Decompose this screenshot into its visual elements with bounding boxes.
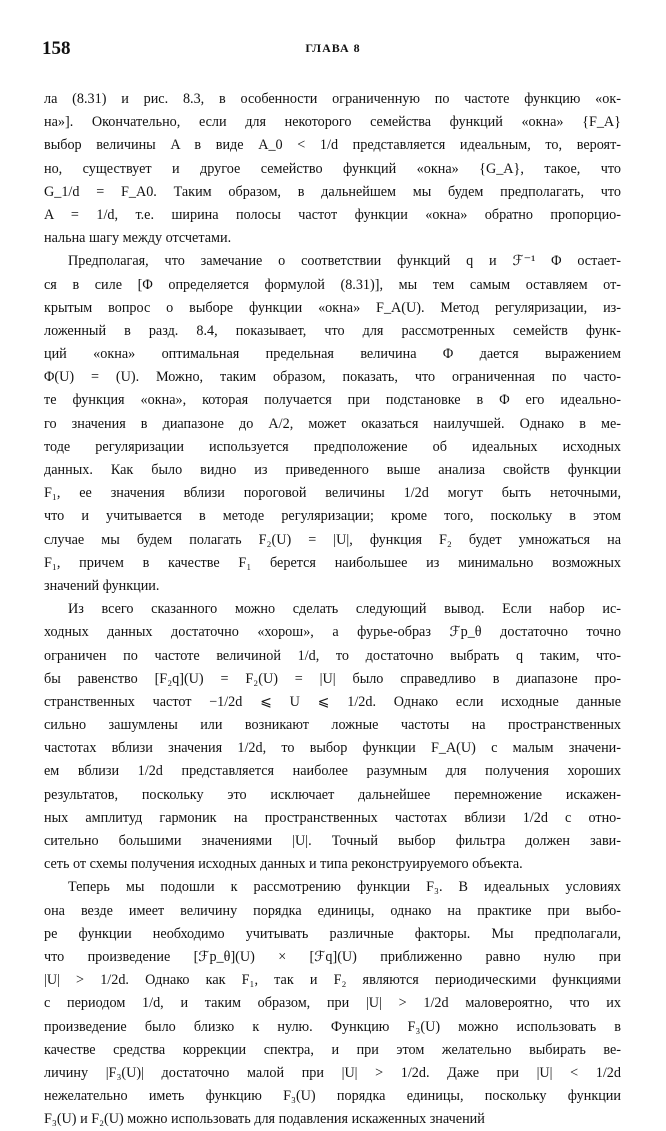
text-line: ций «окна» оптимальная предельная величина Φ дается выражением	[44, 346, 621, 363]
text-line: данных. Как было видно из приведенного выше анализа свойств функции	[44, 462, 621, 478]
body-text	[44, 88, 621, 1131]
text-line: что произведение [ℱp_θ](U) × [ℱq](U) приближенно равно нулю при	[44, 948, 621, 965]
text-line: F₁, ее значения вблизи пороговой величины 1/2d могут быть неточными,	[44, 485, 621, 502]
text-line: ложенный в разд. 8.4, показывает, что для рассмотренных семейств функ-	[44, 322, 621, 339]
text-line: ре функции необходимо учитывать различные факторы. Мы предполагали,	[44, 925, 621, 942]
text-line: Φ(U) = (U). Можно, таким образом, показать, что ограниченная по часто-	[44, 369, 621, 386]
text-line: тоде регуляризации используется предположение об идеальных исходных	[44, 438, 621, 455]
page-number: 158	[42, 38, 71, 59]
text-line: странственных частот −1/2d ⩽ U ⩽ 1/2d. Однако если исходные данные	[44, 693, 621, 710]
text-line: на»]. Окончательно, если для некоторого семейства функций «окна» {F_A}	[44, 114, 621, 131]
running-head: ГЛАВА 8	[305, 41, 361, 55]
text-line: что и учитывается в методе регуляризации; кроме того, поскольку в этом	[44, 508, 621, 525]
text-line: ся в силе [Φ определяется формулой (8.31)], мы тем самым оставляем от-	[44, 276, 621, 293]
text-line: Предполагая, что замечание о соответствии функций q и ℱ⁻¹ Φ остает-	[68, 253, 621, 270]
text-line: ла (8.31) и рис. 8.3, в особенности ограниченную по частоте функцию «ок-	[44, 91, 621, 107]
text-line: ходных данных достаточно «хорош», а фурье-образ ℱp_θ достаточно точно	[44, 624, 621, 641]
text-line: с периодом 1/d, и таким образом, при |U| > 1/2d маловероятно, что их	[44, 995, 621, 1012]
text-line: выбор величины A в виде A_0 < 1/d представляется идеальным, то, вероят-	[44, 137, 621, 154]
text-line: значений функции.	[44, 577, 160, 594]
text-line: крытым вопрос о выборе функции «окна» F_A(U). Метод регуляризации, из-	[44, 299, 621, 316]
text-line: Из всего сказанного можно сделать следующий вывод. Если набор ис-	[68, 601, 621, 618]
text-line: те функция «окна», которая получается при подстановке в Φ его идеально-	[44, 392, 621, 409]
text-line: ем вблизи 1/2d представляется наиболее разумным для получения хороших	[44, 763, 621, 780]
paragraph	[44, 88, 621, 250]
text-line: ных амплитуд гармоник на пространственных частотах вблизи 1/2d с отно-	[44, 809, 621, 826]
text-line: нежелательно иметь функцию F₃(U) порядка единицы, поскольку функции	[44, 1088, 621, 1105]
paragraph	[44, 876, 621, 1131]
text-line: личину |F₃(U)| достаточно малой при |U| > 1/2d. Даже при |U| < 1/2d	[44, 1064, 621, 1081]
text-line: частотах вблизи значения 1/2d, то выбор функции F_A(U) с малым значени-	[44, 740, 621, 757]
text-line: произведение было близко к нулю. Функцию F₃(U) можно использовать в	[44, 1018, 621, 1035]
paragraph	[44, 598, 621, 876]
text-line: она везде имеет величину порядка единицы, однако на практике при выбо-	[44, 902, 621, 919]
text-line: F₁, причем в качестве F₁ берется наибольшее из минимально возможных	[44, 554, 621, 571]
text-line: нальна шагу между отсчетами.	[44, 230, 232, 247]
text-line: сительно большими значениями |U|. Точный выбор фильтра должен зави-	[44, 833, 621, 849]
text-line: бы равенство [F₂q](U) = F₂(U) = |U| было справедливо в диапазоне про-	[44, 670, 621, 687]
text-line: сильно зашумлены или возникают ложные частоты на пространственных	[44, 717, 621, 734]
text-line: A = 1/d, т.е. ширина полосы частот функции «окна» обратно пропорцио-	[44, 206, 621, 223]
text-line: G_1/d = F_A0. Таким образом, в дальнейшем мы будем предполагать, что	[44, 183, 621, 200]
text-line: случае мы будем полагать F₂(U) = |U|, функция F₂ будет умножаться на	[44, 531, 621, 548]
text-line: качестве средства коррекции спектра, и при этом желательно выбирать ве-	[44, 1041, 621, 1058]
text-line: ограничен по частоте величиной 1/d, то достаточно выбрать q таким, что-	[44, 647, 621, 664]
text-line: го значения в диапазоне до A/2, может оказаться наилучшей. Однако в ме-	[44, 415, 621, 432]
text-line: сеть от схемы получения исходных данных и типа реконструируемого объекта.	[44, 856, 523, 873]
text-line: но, существует и другое семейство функций «окна» {G_A}, такое, что	[44, 160, 621, 177]
text-line: |U| > 1/2d. Однако как F₁, так и F₂ являются периодическими функциями	[44, 972, 621, 989]
paragraph	[44, 250, 621, 598]
text-line: Теперь мы подошли к рассмотрению функции F₃. В идеальных условиях	[68, 879, 621, 896]
text-line: результатов, поскольку это исключает дальнейшее перемножение искажен-	[44, 786, 621, 803]
text-line: F₃(U) и F₂(U) можно использовать для подавления искаженных значений	[44, 1111, 485, 1128]
